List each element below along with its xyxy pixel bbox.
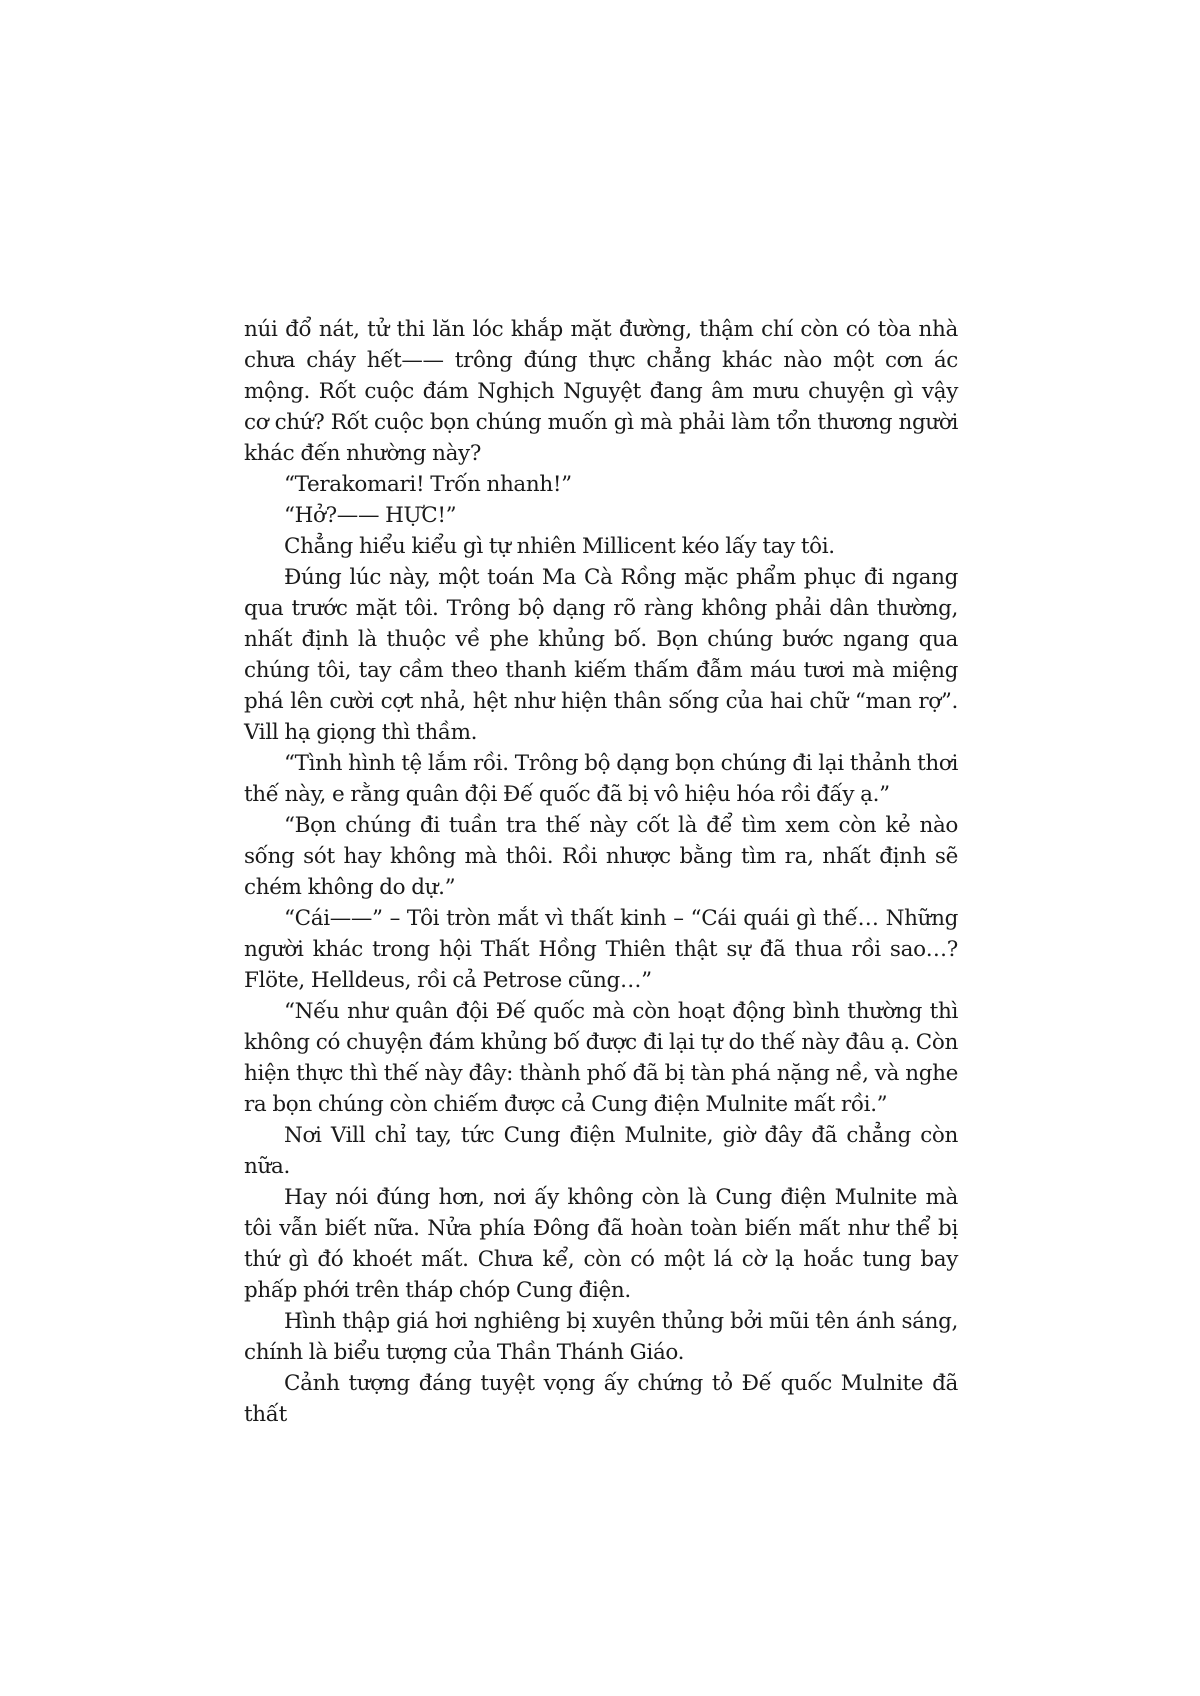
paragraph-dialogue: “Hở?—— HỰC!” — [284, 503, 457, 528]
paragraph: Hay nói đúng hơn, nơi ấy không còn là Cung điện Mulnite mà tôi vẫn biết nữa. Nửa phía Đông đã hoàn toàn biến mất như thể bị thứ gì đó khoét mất. Chưa kể, còn có một lá cờ lạ hoắc tung bay phấp phới trên tháp chóp Cung điện. — [244, 1185, 958, 1303]
paragraph: Nơi Vill chỉ tay, tức Cung điện Mulnite, giờ đây đã chẳng còn nữa. — [244, 1123, 958, 1179]
paragraph: Cảnh tượng đáng tuyệt vọng ấy chứng tỏ Đế quốc Mulnite đã thất — [244, 1371, 958, 1427]
paragraph-continued: núi đổ nát, tử thi lăn lóc khắp mặt đường, thậm chí còn có tòa nhà chưa cháy hết—— trông đúng thực chẳng khác nào một cơn ác mộng. Rốt cuộc đám Nghịch Nguyệt đang âm mưu chuyện gì vậy cơ chứ? Rốt cuộc bọn chúng muốn gì mà phải làm tổn thương người khác đến nhường này? — [244, 317, 958, 466]
paragraph: Hình thập giá hơi nghiêng bị xuyên thủng bởi mũi tên ánh sáng, chính là biểu tượng của Thần Thánh Giáo. — [244, 1309, 958, 1365]
paragraph-dialogue: “Terakomari! Trốn nhanh!” — [284, 472, 572, 497]
body-text — [244, 314, 958, 1430]
paragraph-dialogue: “Nếu như quân đội Đế quốc mà còn hoạt động bình thường thì không có chuyện đám khủng bố được đi lại tự do thế này đâu ạ. Còn hiện thực thì thế này đây: thành phố đã bị tàn phá nặng nề, và nghe ra bọn chúng còn chiếm được cả Cung điện Mulnite mất rồi.” — [244, 999, 958, 1117]
paragraph-dialogue: “Cái——” – Tôi tròn mắt vì thất kinh – “Cái quái gì thế… Những người khác trong hội Thất Hồng Thiên thật sự đã thua rồi sao…? Flöte, Helldeus, rồi cả Petrose cũng…” — [244, 906, 958, 993]
paragraph-dialogue: “Bọn chúng đi tuần tra thế này cốt là để tìm xem còn kẻ nào sống sót hay không mà thôi. Rồi nhược bằng tìm ra, nhất định sẽ chém không do dự.” — [244, 813, 958, 900]
paragraph: Chẳng hiểu kiểu gì tự nhiên Millicent kéo lấy tay tôi. — [284, 534, 835, 559]
paragraph: Đúng lúc này, một toán Ma Cà Rồng mặc phẩm phục đi ngang qua trước mặt tôi. Trông bộ dạng rõ ràng không phải dân thường, nhất định là thuộc về phe khủng bố. Bọn chúng bước ngang qua chúng tôi, tay cầm theo thanh kiếm thấm đẫm máu tươi mà miệng phá lên cười cợt nhả, hệt như hiện thân sống của hai chữ “man rợ”. Vill hạ giọng thì thầm. — [244, 565, 958, 745]
paragraph-dialogue: “Tình hình tệ lắm rồi. Trông bộ dạng bọn chúng đi lại thảnh thơi thế này, e rằng quân đội Đế quốc đã bị vô hiệu hóa rồi đấy ạ.” — [244, 751, 958, 807]
